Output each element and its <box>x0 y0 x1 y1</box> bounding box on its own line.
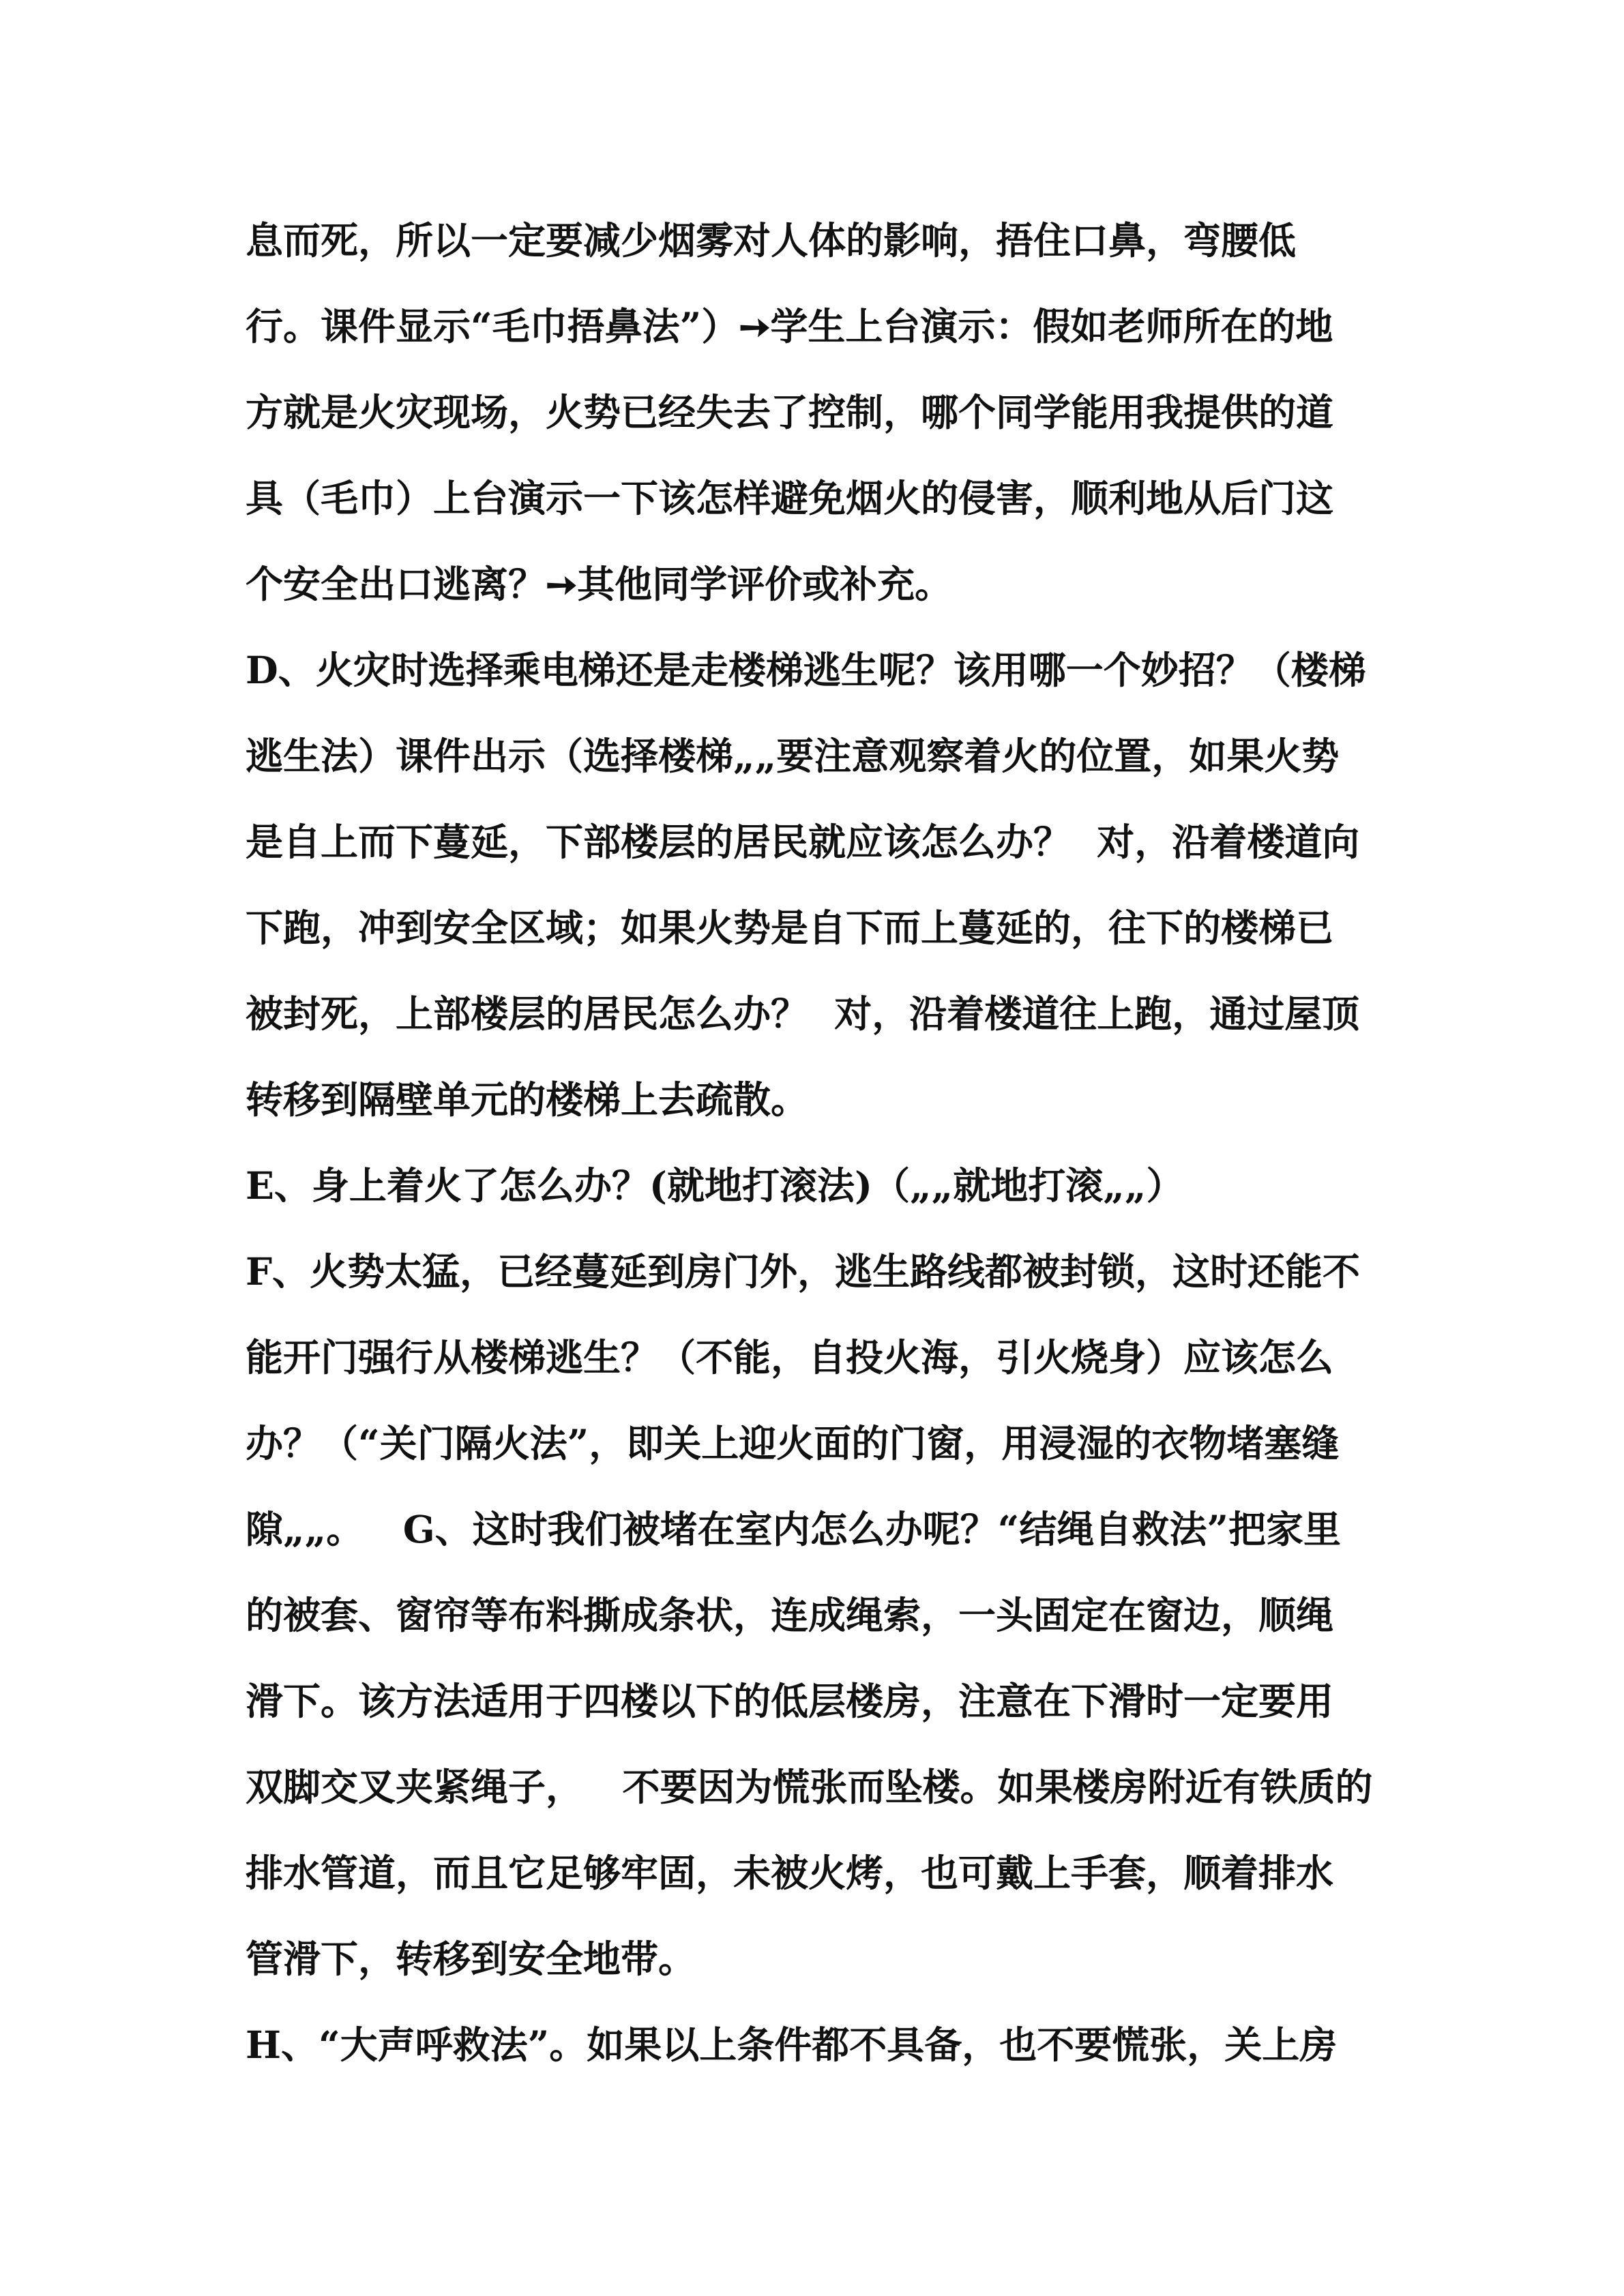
text-line: 逃生法）课件出示（选择楼梯„„要注意观察着火的位置，如果火势 <box>246 734 1340 778</box>
text-line: 隙„„。 G、这时我们被堵在室内怎么办呢？“结绳自救法”把家里 <box>246 1507 1341 1551</box>
text-line: 被封死，上部楼层的居民怎么办？ 对，沿着楼道往上跑，通过屋顶 <box>246 992 1360 1036</box>
text-line: 行。课件显示“毛巾捂鼻法”）➙学生上台演示：假如老师所在的地 <box>246 304 1333 348</box>
text-line: 双脚交叉夹紧绳子， 不要因为慌张而坠楼。如果楼房附近有铁质的 <box>246 1765 1373 1809</box>
text-line: 排水管道，而且它足够牢固，未被火烤，也可戴上手套，顺着排水 <box>246 1851 1334 1895</box>
text-line: 是自上而下蔓延，下部楼层的居民就应该怎么办？ 对，沿着楼道向 <box>246 820 1360 864</box>
text-line: 的被套、窗帘等布料撕成条状，连成绳索，一头固定在窗边，顺绳 <box>246 1593 1334 1637</box>
text-line: 息而死，所以一定要减少烟雾对人体的影响，捂住口鼻，弯腰低 <box>246 218 1297 263</box>
body-text <box>246 198 1405 2088</box>
text-line: 办？（“关门隔火法”，即关上迎火面的门窗，用浸湿的衣物堵塞缝 <box>246 1421 1340 1465</box>
text-line: 管滑下，转移到安全地带。 <box>246 1937 696 1981</box>
text-line: 具（毛巾）上台演示一下该怎样避免烟火的侵害，顺利地从后门这 <box>246 476 1334 520</box>
text-line: H、“大声呼救法”。如果以上条件都不具备，也不要慌张，关上房 <box>246 2023 1338 2067</box>
text-line: 能开门强行从楼梯逃生？（不能，自投火海，引火烧身）应该怎么 <box>246 1335 1334 1380</box>
text-line: F、火势太猛，已经蔓延到房门外，逃生路线都被封锁，这时还能不 <box>246 1249 1361 1294</box>
text-line: D、火灾时选择乘电梯还是走楼梯逃生呢？该用哪一个妙招？（楼梯 <box>246 648 1366 692</box>
text-line: 转移到隔壁单元的楼梯上去疏散。 <box>246 1077 809 1122</box>
text-line: 下跑，冲到安全区域；如果火势是自下而上蔓延的，往下的楼梯已 <box>246 906 1334 950</box>
text-line: E、身上着火了怎么办？(就地打滚法)（„„就地打滚„„） <box>246 1163 1184 1208</box>
text-line: 个安全出口逃离？➙其他同学评价或补充。 <box>246 562 953 606</box>
text-line: 方就是火灾现场，火势已经失去了控制，哪个同学能用我提供的道 <box>246 390 1334 434</box>
text-line: 滑下。该方法适用于四楼以下的低层楼房，注意在下滑时一定要用 <box>246 1679 1334 1723</box>
